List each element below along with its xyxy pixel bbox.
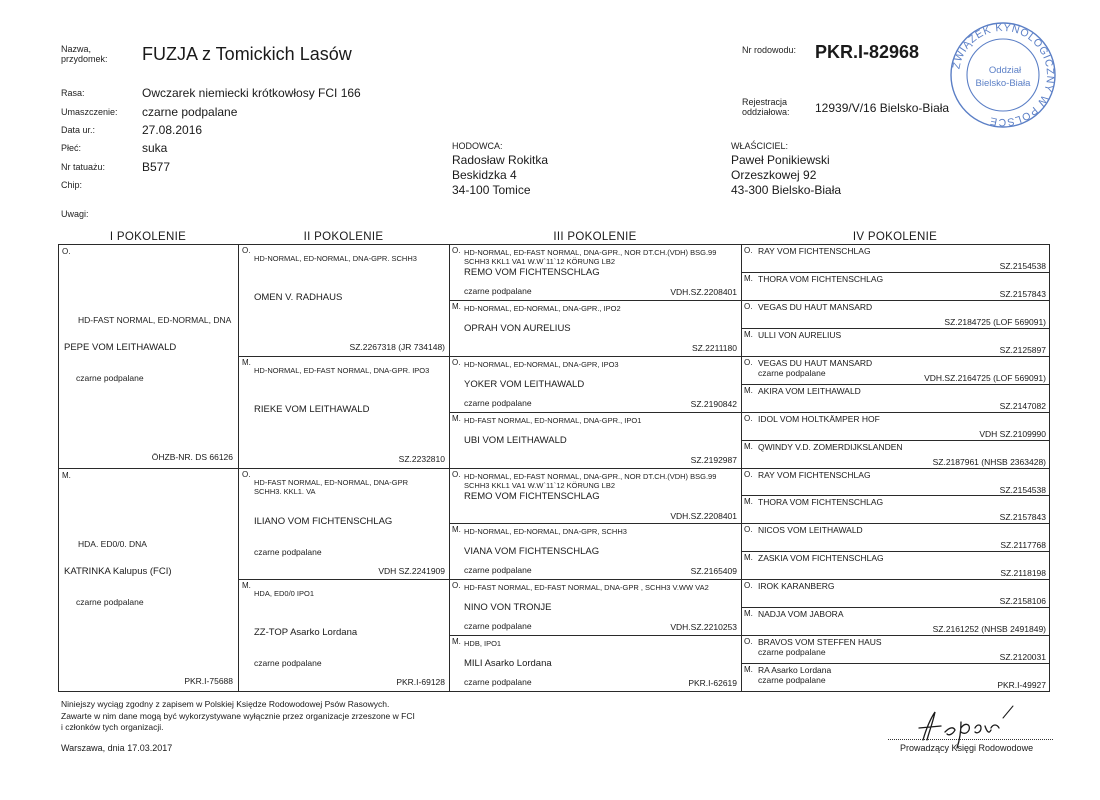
- gen4-name: THORA VOM FICHTENSCHLAG: [758, 497, 884, 508]
- gen3-reg: VDH.SZ.2210253: [670, 622, 737, 633]
- gen3-coat: czarne podpalane: [464, 565, 532, 576]
- gen4-mark: M.: [744, 609, 753, 619]
- gen2-name: OMEN V. RADHAUS: [254, 292, 343, 303]
- gen3-health: HD-NORMAL, ED-FAST NORMAL, DNA-GPR., NOR DT.CH.(VDH) BSG.99 SCHH3 KKL1 VA1 W.W`11`12 KÖRUNG LB2: [464, 471, 717, 490]
- gen3-reg: SZ.2192987: [690, 454, 737, 465]
- gen2-health: HDA, ED0/0 IPO1: [254, 589, 315, 599]
- gen4-name: QWINDY V.D. ZOMERDIJKSLANDEN: [758, 441, 903, 452]
- pedigree-number: PKR.I-82968: [815, 42, 920, 62]
- gen4-coat: czarne podpalane: [758, 367, 826, 378]
- gen3-mark: O.: [452, 246, 461, 255]
- gen3-name: UBI VOM LEITHAWALD: [464, 434, 567, 446]
- gen1-father-health: HD-FAST NORMAL, ED-NORMAL, DNA: [78, 315, 232, 325]
- gen-header-4: IV POKOLENIE: [852, 231, 938, 243]
- registration-value: 12939/V/16 Bielsko-Biała: [815, 101, 950, 115]
- gen4-reg: VDH.SZ.2164725 (LOF 569091): [924, 372, 1046, 383]
- gen4-mark: O.: [744, 246, 753, 255]
- sex-value: suka: [142, 141, 168, 155]
- gen1-mother-name: KATRINKA Kalupus (FCI): [64, 565, 172, 577]
- footer-statement: [61, 699, 415, 734]
- gen3-name: YOKER VOM LEITHAWALD: [464, 378, 585, 390]
- gen4-reg: SZ.2157843: [999, 288, 1046, 299]
- gen3-coat: czarne podpalane: [464, 621, 532, 632]
- gen4-mark: M.: [744, 329, 753, 339]
- footer-line-1: Niniejszy wyciąg zgodny z zapisem w Polskiej Księdze Rodowodowej Psów Rasowych.: [61, 699, 390, 709]
- gen3-name: OPRAH VON AURELIUS: [464, 322, 571, 334]
- gen3-mark: M.: [452, 525, 461, 535]
- pedigree-no-label: Nr rodowodu:: [742, 45, 797, 55]
- gen3-health: HD-NORMAL, ED-FAST NORMAL, DNA-GPR., NOR DT.CH.(VDH) BSG.99 SCHH3 KKL1 VA1 W.W`11`12 KÖRUNG LB2: [464, 248, 717, 266]
- stamp-inner-line1: Oddział: [988, 65, 1022, 76]
- gen3-name: NINO VON TRONJE: [464, 602, 552, 614]
- gen3-name: REMO VOM FICHTENSCHLAG: [464, 490, 600, 502]
- gen2-reg: SZ.2232810: [398, 453, 445, 464]
- gen4-reg: SZ.2184725 (LOF 569091): [944, 316, 1046, 327]
- gen2-coat: czarne podpalane: [254, 546, 322, 557]
- gen4-mark: M.: [744, 441, 753, 451]
- gen-header-2: II POKOLENIE: [303, 231, 384, 243]
- gen2-reg: VDH SZ.2241909: [378, 565, 445, 576]
- gen1-father-mark: O.: [62, 247, 71, 256]
- gen4-name: BRAVOS VOM STEFFEN HAUS: [758, 637, 882, 648]
- gen3-reg: VDH.SZ.2208401: [670, 287, 737, 297]
- gen1-father-name: PEPE VOM LEITHAWALD: [64, 342, 177, 353]
- gen4-reg: SZ.2118198: [1000, 568, 1046, 579]
- gen3-reg: SZ.2211180: [691, 342, 737, 353]
- gen4-mark: M.: [744, 553, 753, 563]
- owner-city: 43-300 Bielsko-Biała: [731, 183, 842, 197]
- gen3-coat: czarne podpalane: [464, 397, 532, 408]
- breeder-city: 34-100 Tomice: [452, 183, 531, 197]
- gen3-reg: SZ.2165409: [690, 566, 737, 577]
- gen4-reg: SZ.2187961 (NHSB 2363428): [932, 456, 1046, 467]
- gen3-health: HD-NORMAL, ED-NORMAL, DNA-GPR, IPO3: [464, 359, 619, 369]
- stamp-outer-text: ZWIĄZEK KYNOLOGICZNY W POLSCE: [950, 21, 1057, 129]
- gen2-health: HD-NORMAL, ED-FAST NORMAL, DNA-GPR. IPO3: [254, 365, 430, 375]
- dob-label: Data ur.:: [61, 125, 96, 135]
- gen3-coat: czarne podpalane: [464, 286, 532, 296]
- signature-caption: Prowadzący Księgi Rodowodowe: [900, 743, 1034, 753]
- gen1-mother-coat: czarne podpalane: [76, 596, 144, 607]
- gen4-reg: SZ.2157843: [999, 512, 1046, 523]
- gen4-name: NICOS VOM LEITHAWALD: [758, 525, 863, 536]
- gen3-reg: PKR.I-62619: [688, 678, 737, 689]
- gen2-name: RIEKE VOM LEITHAWALD: [254, 403, 370, 415]
- gen2-mark: O.: [242, 246, 251, 255]
- gen-header-1: I POKOLENIE: [109, 231, 187, 243]
- gen4-name: NADJA VOM JABORA: [758, 609, 844, 620]
- gen4-mark: O.: [744, 413, 753, 423]
- gen4-name: ULLI VON AURELIUS: [758, 329, 842, 340]
- gen1-mother-health: HDA. ED0/0. DNA: [78, 538, 147, 549]
- place-date: Warszawa, dnia 17.03.2017: [61, 743, 173, 753]
- gen3-name: REMO VOM FICHTENSCHLAG: [464, 267, 600, 278]
- gen3-mark: O.: [452, 581, 461, 591]
- gen1-mother-mark: M.: [62, 470, 71, 480]
- gen4-reg: SZ.2117768: [1000, 540, 1046, 551]
- gen1-father-coat: czarne podpalane: [76, 373, 144, 383]
- dob-value: 27.08.2016: [142, 123, 203, 137]
- gen4-name: THORA VOM FICHTENSCHLAG: [758, 273, 884, 284]
- gen4-mark: O.: [744, 637, 753, 647]
- gen3-reg: VDH.SZ.2208401: [670, 510, 737, 521]
- tattoo-label: Nr tatuażu:: [61, 162, 106, 172]
- footer-line-3: i członków tych organizacji.: [61, 722, 164, 732]
- gen4-mark: O.: [744, 581, 753, 591]
- gen4-mark: O.: [744, 469, 753, 479]
- breeder-block: [452, 153, 548, 198]
- gen2-mark: M.: [242, 357, 251, 367]
- gen3-coat: czarne podpalane: [464, 677, 532, 688]
- gen4-reg: SZ.2147082: [999, 400, 1046, 411]
- gen4-mark: O.: [744, 525, 753, 535]
- gen2-mark: O.: [242, 469, 251, 479]
- owner-label: WŁAŚCICIEL:: [731, 141, 789, 151]
- chip-label: Chip:: [61, 180, 83, 190]
- gen3-health: HD-NORMAL, ED-NORMAL, DNA-GPR., IPO2: [464, 303, 621, 313]
- gen4-reg: SZ.2120031: [999, 652, 1046, 663]
- breed-value: Owczarek niemiecki krótkowłosy FCI 166: [142, 86, 361, 100]
- remarks-label: Uwagi:: [61, 209, 89, 219]
- footer-line-2: Zawarte w nim dane mogą być wykorzystywane wyłącznie przez organizacje zrzeszone w FCI: [61, 710, 415, 721]
- gen3-health: HD-NORMAL, ED-NORMAL, DNA-GPR, SCHH3: [464, 527, 627, 537]
- registration-label: Rejestracja oddziałowa:: [742, 97, 790, 117]
- gen4-reg: SZ.2154538: [999, 261, 1046, 271]
- dog-name: FUZJA z Tomickich Lasów: [142, 44, 352, 64]
- gen2-health: HD-NORMAL, ED-NORMAL, DNA-GPR. SCHH3: [254, 254, 417, 263]
- gen4-name: RA Asarko Lordana: [758, 665, 832, 676]
- gen4-name: VEGAS DU HAUT MANSARD: [758, 357, 873, 368]
- gen-header-3: III POKOLENIE: [553, 231, 637, 243]
- gen4-reg: SZ.2158106: [999, 596, 1046, 607]
- coat-label: Umaszczenie:: [61, 107, 118, 117]
- gen4-reg: SZ.2125897: [999, 344, 1046, 355]
- gen4-name: IDOL VOM HOLTKÄMPER HOF: [758, 413, 880, 424]
- gen4-reg: SZ.2154538: [999, 484, 1046, 495]
- gen2-reg: SZ.2267318 (JR 734148): [349, 342, 445, 352]
- gen4-mark: M.: [744, 497, 753, 507]
- gen2-mark: M.: [242, 581, 251, 591]
- owner-street: Orzeszkowej 92: [731, 168, 817, 182]
- breeder-label: HODOWCA:: [452, 141, 503, 151]
- gen4-coat: czarne podpalane: [758, 647, 826, 658]
- owner-name: Paweł Ponikiewski: [731, 153, 830, 167]
- gen3-name: VIANA VOM FICHTENSCHLAG: [464, 546, 600, 558]
- gen3-health: HD-FAST NORMAL, ED-FAST NORMAL, DNA-GPR , SCHH3 V.WW VA2: [464, 583, 709, 593]
- gen2-name: ILIANO VOM FICHTENSCHLAG: [254, 515, 393, 527]
- gen4-name: IROK KARANBERG: [758, 581, 835, 592]
- stamp-seal: [948, 20, 1058, 130]
- gen3-name: MILI Asarko Lordana: [464, 658, 552, 670]
- gen1-father-reg: ÖHZB-NR. DS 66126: [151, 452, 233, 462]
- gen2-reg: PKR.I-69128: [396, 677, 445, 688]
- gen4-reg: VDH SZ.2109990: [979, 428, 1046, 439]
- gen2-name: ZZ-TOP Asarko Lordana: [254, 627, 358, 639]
- gen4-name: VEGAS DU HAUT MANSARD: [758, 301, 873, 312]
- gen3-health: HDB, IPO1: [464, 639, 502, 649]
- breed-label: Rasa:: [61, 88, 85, 98]
- gen2-coat: czarne podpalane: [254, 658, 322, 669]
- breeder-name: Radosław Rokitka: [452, 153, 549, 167]
- name-label: Nazwa, przydomek:: [61, 44, 108, 64]
- gen4-name: AKIRA VOM LEITHAWALD: [758, 385, 861, 396]
- gen3-mark: M.: [452, 301, 461, 311]
- gen3-mark: O.: [452, 469, 461, 479]
- gen4-name: RAY VOM FICHTENSCHLAG: [758, 246, 871, 256]
- gen4-coat: czarne podpalane: [758, 675, 826, 686]
- gen4-mark: M.: [744, 273, 753, 283]
- gen1-mother-reg: PKR.I-75688: [184, 675, 233, 686]
- gen4-name: RAY VOM FICHTENSCHLAG: [758, 469, 871, 480]
- gen4-name: ZASKIA VOM FICHTENSCHLAG: [758, 553, 884, 564]
- gen3-mark: M.: [452, 413, 461, 423]
- gen4-mark: M.: [744, 385, 753, 395]
- stamp-inner-line2: Bielsko-Biała: [975, 78, 1031, 89]
- gen4-reg: PKR.I-49927: [997, 680, 1046, 691]
- gen4-mark: O.: [744, 357, 753, 367]
- gen3-reg: SZ.2190842: [690, 398, 737, 409]
- gen4-mark: O.: [744, 301, 753, 311]
- breeder-street: Beskidzka 4: [452, 168, 517, 182]
- gen3-mark: O.: [452, 357, 461, 367]
- sex-label: Płeć:: [61, 143, 82, 153]
- gen3-health: HD-FAST NORMAL, ED-NORMAL, DNA-GPR., IPO1: [464, 415, 642, 425]
- gen4-mark: M.: [744, 665, 753, 675]
- gen3-mark: M.: [452, 637, 461, 647]
- coat-value: czarne podpalane: [142, 105, 238, 119]
- tattoo-value: B577: [142, 160, 171, 174]
- gen2-health: HD-FAST NORMAL, ED-NORMAL, DNA-GPR SCHH3. KKL1. VA: [254, 477, 409, 496]
- owner-block: [731, 153, 841, 198]
- gen4-reg: SZ.2161252 (NHSB 2491849): [932, 624, 1046, 635]
